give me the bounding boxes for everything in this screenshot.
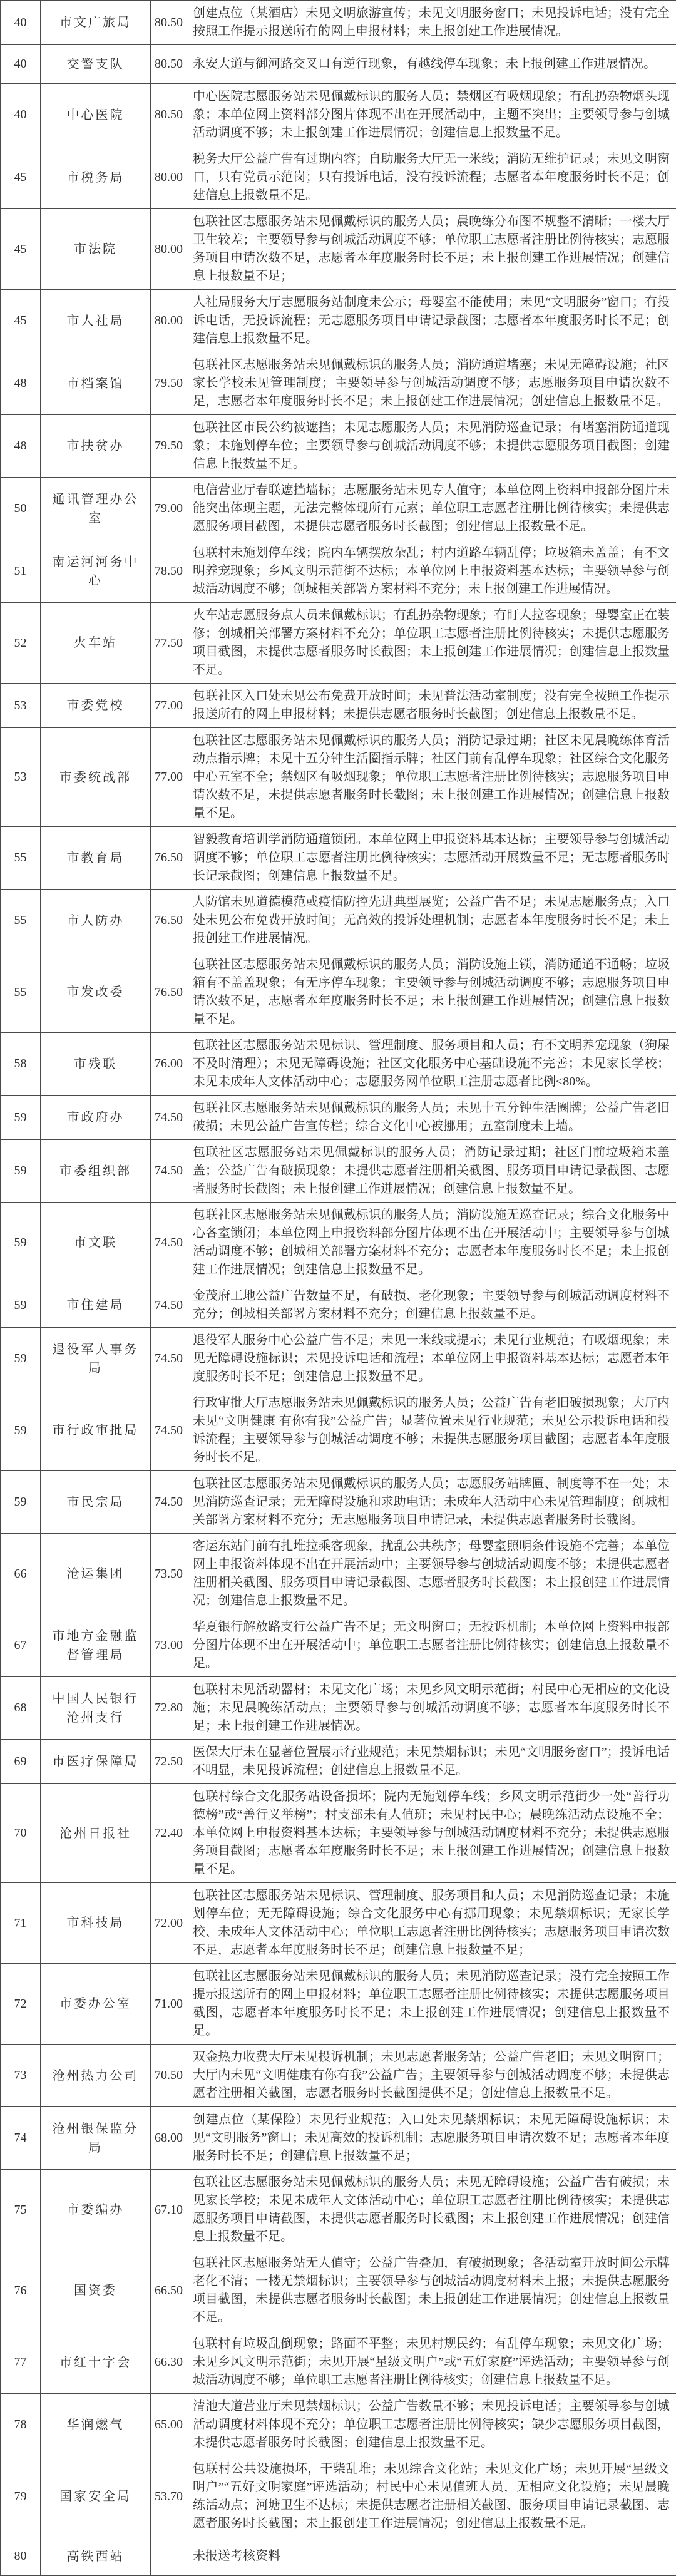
rank-cell: 55 — [1, 827, 41, 890]
table-row — [1, 1534, 676, 1614]
table-row — [1, 1033, 676, 1096]
rank-cell: 72 — [1, 1964, 41, 2045]
unit-name-cell: 中国人民银行沧州支行 — [41, 1677, 151, 1740]
rank-cell: 59 — [1, 1203, 41, 1283]
rank-cell: 53 — [1, 684, 41, 728]
issues-cell: 包联社区志愿服务站未见佩戴标识的服务人员；消防设施上锁，消防通道不通畅；垃圾箱有不盖盖现象；有无序停车现象；主要领导参与创城活动调度不够；志愿服务项目申请次数不足，志愿者本年度服务时长不足；未上报创建工作进展情况；创建信息上报数量不足。 — [187, 952, 676, 1033]
unit-name-cell: 市税务局 — [41, 146, 151, 209]
score-cell — [151, 2537, 187, 2576]
score-cell: 79.00 — [151, 478, 187, 540]
score-cell: 80.00 — [151, 146, 187, 209]
score-cell: 77.00 — [151, 728, 187, 827]
unit-name-cell: 国资委 — [41, 2250, 151, 2331]
rank-cell: 53 — [1, 728, 41, 827]
score-cell: 70.50 — [151, 2045, 187, 2107]
unit-name-cell: 华润燃气 — [41, 2394, 151, 2456]
unit-name-cell: 退役军人事务局 — [41, 1328, 151, 1390]
unit-name-cell: 市委统战部 — [41, 728, 151, 827]
table-row — [1, 1, 676, 45]
unit-name-cell: 市文联 — [41, 1203, 151, 1283]
rank-cell: 48 — [1, 415, 41, 478]
score-cell: 80.50 — [151, 45, 187, 84]
score-cell: 76.50 — [151, 827, 187, 890]
rank-cell: 55 — [1, 952, 41, 1033]
table-row — [1, 45, 676, 84]
score-cell: 78.50 — [151, 540, 187, 603]
table-row — [1, 290, 676, 352]
unit-name-cell: 市扶贫办 — [41, 415, 151, 478]
issues-cell: 电信营业厅春联遮挡墙标；志愿服务站未见专人值守；本单位网上资料申报部分图片未能突出体现主题，无法完整体现所有元素；单位职工志愿者注册比例待核实；未提供志愿服务项目截图，未提供志愿者服务时长截图；创建信息上报数量不足。 — [187, 478, 676, 540]
issues-cell: 包联社区志愿服务站未见佩戴标识的服务人员；未见无障碍设施；公益广告有破损；未见家长学校；未见未成年人文体活动中心；单位职工志愿者注册比例待核实；未提供志愿服务项目申请截图，未提供志愿者服务时长截图；未上报创建工作进展情况；创建信息上报数量不足。 — [187, 2170, 676, 2250]
unit-name-cell: 市科技局 — [41, 1883, 151, 1964]
rank-cell: 66 — [1, 1534, 41, 1614]
issues-cell: 退役军人服务中心公益广告不足；未见一米线或提示；未见行业规范；有吸烟现象；未见无障碍设施标识；未见投诉电话和流程；本单位网上申报资料基本达标；志愿者本年度服务时长不足；创建信息上报数量不足。 — [187, 1328, 676, 1390]
score-cell: 76.00 — [151, 1033, 187, 1096]
issues-cell: 包联社区志愿服务站未见佩戴标识的服务人员；消防通道堵塞；未见无障碍设施；社区家长学校未见管理制度；主要领导参与创城活动调度不够；志愿服务项目申请次数不足，志愿者本年度服务时长不足；未上报创建工作进展情况；创建信息上报数量不足。 — [187, 352, 676, 415]
score-cell: 72.40 — [151, 1784, 187, 1883]
score-cell: 76.50 — [151, 890, 187, 952]
unit-name-cell: 市住建局 — [41, 1283, 151, 1328]
issues-cell: 包联社区市民公约被遮挡；未见志愿服务人员；未见消防巡查记录；有堵塞消防通道现象；未施划停车位；主要领导参与创城活动调度不够；未提供志愿服务项目截图；创建信息上报数量不足。 — [187, 415, 676, 478]
issues-cell: 包联社区入口处未见公布免费开放时间；未见普法活动室制度；没有完全按照工作提示报送所有的网上申报材料；未提供志愿者服务时长截图；创建信息上报数量不足。 — [187, 684, 676, 728]
table-row — [1, 1883, 676, 1964]
unit-name-cell: 市委办公室 — [41, 1964, 151, 2045]
table-row — [1, 84, 676, 146]
issues-cell: 创建点位（某酒店）未见文明旅游宣传；未见文明服务窗口；未见投诉电话；没有完全按照工作提示报送所有的网上申报材料；未上报创建工作进展情况。 — [187, 1, 676, 45]
unit-name-cell: 市档案馆 — [41, 352, 151, 415]
table-row — [1, 1328, 676, 1390]
unit-name-cell: 高铁西站 — [41, 2537, 151, 2576]
rank-cell: 59 — [1, 1096, 41, 1140]
issues-cell: 包联社区志愿服务站未见佩戴标识的服务人员；消防记录过期；社区未见晨晚练体育活动点指示牌；未见十五分钟生活圈指示牌；社区门前有乱停车现象；社区综合文化服务中心五室不全；禁烟区有吸烟现象；单位职工志愿者注册比例待核实；志愿服务项目申请次数不足，未提供志愿者服务时长截图；未上报创建工作进展情况；创建信息上报数量不足。 — [187, 728, 676, 827]
table-row — [1, 603, 676, 684]
issues-cell: 金茂府工地公益广告数量不足，有破损、老化现象；主要领导参与创城活动调度材料不充分；创城相关部署方案材料不充分；创建信息上报数量不足。 — [187, 1283, 676, 1328]
table-row — [1, 2045, 676, 2107]
table-row — [1, 478, 676, 540]
table-row — [1, 728, 676, 827]
rank-cell: 40 — [1, 1, 41, 45]
unit-name-cell: 通讯管理办公室 — [41, 478, 151, 540]
rank-cell: 40 — [1, 45, 41, 84]
score-cell: 74.50 — [151, 1096, 187, 1140]
score-cell: 74.50 — [151, 1471, 187, 1534]
issues-cell: 税务大厅公益广告有过期内容；自助服务大厅无一米线；消防无维护记录；未见文明窗口，只有党员示范岗；只有投诉电话，没有投诉流程；志愿者本年度服务时长不足；创建信息上报数量不足。 — [187, 146, 676, 209]
unit-name-cell: 市人防办 — [41, 890, 151, 952]
score-cell: 80.50 — [151, 84, 187, 146]
unit-name-cell: 市发改委 — [41, 952, 151, 1033]
score-cell: 68.00 — [151, 2107, 187, 2170]
table-row — [1, 1390, 676, 1471]
unit-name-cell: 市人社局 — [41, 290, 151, 352]
rank-cell: 73 — [1, 2045, 41, 2107]
table-row — [1, 1283, 676, 1328]
table-row — [1, 2331, 676, 2394]
score-cell: 77.00 — [151, 684, 187, 728]
table-row — [1, 2394, 676, 2456]
score-cell: 73.00 — [151, 1614, 187, 1677]
ranking-table-body — [1, 1, 676, 2576]
unit-name-cell: 市委组织部 — [41, 1140, 151, 1203]
unit-name-cell: 市残联 — [41, 1033, 151, 1096]
issues-cell: 包联社区志愿服务站未见佩戴标识的服务人员；消防设施无巡查记录；综合文化服务中心各室锁闭；本单位网上申报资料部分图片体现不出在开展活动中；主要领导参与创城活动调度不够；创城相关部署方案材料不充分；志愿者本年度服务时长不足；未上报创建工作进展情况；创建信息上报数量不足。 — [187, 1203, 676, 1283]
table-row — [1, 2170, 676, 2250]
table-row — [1, 2250, 676, 2331]
rank-cell: 80 — [1, 2537, 41, 2576]
unit-name-cell: 沧运集团 — [41, 1534, 151, 1614]
issues-cell: 中心医院志愿服务站未见佩戴标识的服务人员；禁烟区有吸烟现象；有乱扔杂物烟头现象；本单位网上资料部分图片体现不出在开展活动中，主题不突出；主要领导参与创城活动调度不够；未上报创建工作进展情况；创建信息上报数量不足。 — [187, 84, 676, 146]
table-row — [1, 827, 676, 890]
score-cell: 72.00 — [151, 1883, 187, 1964]
score-cell: 71.00 — [151, 1964, 187, 2045]
unit-name-cell: 沧州日报社 — [41, 1784, 151, 1883]
unit-name-cell: 市委编办 — [41, 2170, 151, 2250]
issues-cell: 未报送考核资料 — [187, 2537, 676, 2576]
rank-cell: 75 — [1, 2170, 41, 2250]
issues-cell: 清池大道营业厅未见禁烟标识；公益广告数量不够；未见投诉电话；主要领导参与创城活动调度材料体现不充分；单位职工志愿者注册比例待核实；缺少志愿服务项目截图，未提供志愿者服务时长截图；创建信息上报数量不足。 — [187, 2394, 676, 2456]
table-row — [1, 540, 676, 603]
rank-cell: 45 — [1, 290, 41, 352]
unit-name-cell: 沧州银保监分局 — [41, 2107, 151, 2170]
issues-cell: 包联社区志愿服务站未见标识、管理制度、服务项目和人员；未见消防巡查记录；未施划停车位；无无障碍设施；综合文化服务中心有挪用现象；未见禁烟标识；无家长学校、未成年人文体活动中心；单位职工志愿者注册比例待核实；志愿服务项目申请次数不足，志愿者本年度服务时长不足；创建信息上报数量不足； — [187, 1883, 676, 1964]
rank-cell: 59 — [1, 1283, 41, 1328]
rank-cell: 71 — [1, 1883, 41, 1964]
issues-cell: 客运东站门前有扎堆拉乘客现象，扰乱公共秩序；母婴室照明条件设施不完善；本单位网上申报资料体现不出在开展活动中；主要领导参与创城活动调度不够；未提供志愿者注册相关截图、服务项目申请记录截图、志愿者服务时长截图；未上报创建工作进展情况；创建信息上报数量不足。 — [187, 1534, 676, 1614]
rank-cell: 79 — [1, 2456, 41, 2537]
table-row — [1, 415, 676, 478]
score-cell: 73.50 — [151, 1534, 187, 1614]
issues-cell: 火车站志愿服务点人员未佩戴标识；有乱扔杂物现象；有盯人拉客现象；母婴室正在装修；创城相关部署方案材料不充分；单位职工志愿者注册比例待核实；未提供志愿服务项目截图，未提供志愿者服务时长截图；未上报创建工作进展情况；创建信息上报数量不足。 — [187, 603, 676, 684]
rank-cell: 78 — [1, 2394, 41, 2456]
table-row — [1, 1614, 676, 1677]
unit-name-cell: 市行政审批局 — [41, 1390, 151, 1471]
unit-name-cell: 市法院 — [41, 209, 151, 290]
table-row — [1, 1096, 676, 1140]
rank-cell: 76 — [1, 2250, 41, 2331]
table-row — [1, 890, 676, 952]
unit-name-cell: 火车站 — [41, 603, 151, 684]
table-row — [1, 684, 676, 728]
rank-cell: 45 — [1, 209, 41, 290]
issues-cell: 人社局服务大厅志愿服务站制度未公示；母婴室不能使用；未见“文明服务”窗口；有投诉电话，无投诉流程；无志愿服务项目申请记录截图；志愿者本年度服务时长不足；创建信息上报数量不足。 — [187, 290, 676, 352]
issues-cell: 永安大道与御河路交叉口有逆行现象，有越线停车现象；未上报创建工作进展情况。 — [187, 45, 676, 84]
unit-name-cell: 南运河河务中心 — [41, 540, 151, 603]
issues-cell: 医保大厅未在显著位置展示行业规范；未见禁烟标识；未见“文明服务窗口”；投诉电话不明显，未见投诉流程；创建信息上报数量不足。 — [187, 1740, 676, 1784]
table-row — [1, 1677, 676, 1740]
rank-cell: 59 — [1, 1328, 41, 1390]
rank-cell: 59 — [1, 1140, 41, 1203]
issues-cell: 包联村未见活动器材；未见文化广场；未见乡风文明示范街；村民中心无相应的文化设施；未见晨晚练活动点；主要领导参与创城活动调度不够；志愿者本年度服务时长不足；未上报创建工作进展情况。 — [187, 1677, 676, 1740]
issues-cell: 包联村有垃圾乱倒现象；路面不平整；未见村规民约；有乱停车现象；未见文化广场；未见乡风文明示范街；未见开展“星级文明户”或“五好家庭”评选活动；主要领导参与创城活动调度不够；单位职工志愿者注册比例待核实；创建信息上报数量不足。 — [187, 2331, 676, 2394]
table-row — [1, 1740, 676, 1784]
issues-cell: 华夏银行解放路支行公益广告不足；无文明窗口；无投诉机制；本单位网上资料申报部分图片体现不出在开展活动中；单位职工志愿者注册比例待核实；创建信息上报数量不足。 — [187, 1614, 676, 1677]
rank-cell: 70 — [1, 1784, 41, 1883]
unit-name-cell: 市文广旅局 — [41, 1, 151, 45]
unit-name-cell: 市红十字会 — [41, 2331, 151, 2394]
score-cell: 74.50 — [151, 1203, 187, 1283]
rank-cell: 52 — [1, 603, 41, 684]
issues-cell: 包联社区志愿服务站无人值守；公益广告叠加，有破损现象；各活动室开放时间公示牌老化不清；一楼无禁烟标识；主要领导参与创城活动调度材料未上报；未提供志愿服务项目截图，未提供志愿者服务时长截图；未上报创建工作进展情况；创建信息上报数量不足。 — [187, 2250, 676, 2331]
table-row — [1, 952, 676, 1033]
table-row — [1, 1203, 676, 1283]
rank-cell: 59 — [1, 1390, 41, 1471]
issues-cell: 创建点位（某保险）未见行业规范；入口处未见禁烟标识；未见无障碍设施标识；未见“文明服务”窗口；未见高效的投诉机制；志愿服务项目申请次数不足；志愿者本年度服务时长不足；创建信息上报数量不足； — [187, 2107, 676, 2170]
issues-cell: 包联社区志愿服务站未见佩戴标识的服务人员；未见消防巡查记录；没有完全按照工作提示报送所有的网上申报材料；单位职工志愿者注册比例待核实；未提供志愿服务项目截图，志愿者本年度服务时长不足；未上报创建工作进展情况；创建信息上报数量不足。 — [187, 1964, 676, 2045]
rank-cell: 77 — [1, 2331, 41, 2394]
table-row — [1, 1140, 676, 1203]
score-cell: 80.00 — [151, 290, 187, 352]
table-row — [1, 2456, 676, 2537]
rank-cell: 45 — [1, 146, 41, 209]
issues-cell: 包联社区志愿服务站未见佩戴标识的服务人员；消防记录过期；社区门前垃圾箱未盖盖；公益广告有破损现象；未提供志愿者注册相关截图、服务项目申请记录截图、志愿者服务时长截图；未上报创建工作进展情况；创建信息上报数量不足。 — [187, 1140, 676, 1203]
score-cell: 53.70 — [151, 2456, 187, 2537]
score-cell: 77.50 — [151, 603, 187, 684]
score-cell: 79.50 — [151, 415, 187, 478]
issues-cell: 包联社区志愿服务站未见佩戴标识的服务人员；晨晚练分布图不规整不清晰；一楼大厅卫生较差；主要领导参与创城活动调度不够；单位职工志愿者注册比例待核实；志愿服务项目申请次数不足，志愿者本年度服务时长不足；未上报创建工作进展情况；创建信息上报数量不足； — [187, 209, 676, 290]
issues-cell: 包联村公共设施损坏，干柴乱堆；未见综合文化站；未见文化广场；未见开展“星级文明户”“五好文明家庭”评选活动；村民中心未见值班人员，无相应文化设施；未见晨晚练活动点；河塘卫生不达标；未提供志愿者注册相关截图、服务项目申请记录截图、志愿者服务时长截图；未上报创建工作进展情况；创建信息上报数量不足。 — [187, 2456, 676, 2537]
rank-cell: 40 — [1, 84, 41, 146]
score-cell: 76.50 — [151, 952, 187, 1033]
issues-cell: 行政审批大厅志愿服务站未见佩戴标识的服务人员；公益广告有老旧破损现象；大厅内未见“文明健康 有你有我”公益广告；显著位置未见行业规范；未见公示投诉电话和投诉流程；主要领导参与创城活动调度不够；未提供志愿服务项目截图；志愿者本年度服务时长不足。 — [187, 1390, 676, 1471]
rank-cell: 67 — [1, 1614, 41, 1677]
unit-name-cell: 市委党校 — [41, 684, 151, 728]
rank-cell: 74 — [1, 2107, 41, 2170]
score-cell: 67.10 — [151, 2170, 187, 2250]
score-cell: 74.50 — [151, 1390, 187, 1471]
rank-cell: 58 — [1, 1033, 41, 1096]
rank-cell: 48 — [1, 352, 41, 415]
unit-name-cell: 交警支队 — [41, 45, 151, 84]
issues-cell: 包联社区志愿服务站未见佩戴标识的服务人员；未见十五分钟生活圈牌；公益广告老旧破损；未见公益广告宣传栏；综合文化中心被挪用；五室制度未上墙。 — [187, 1096, 676, 1140]
table-row — [1, 146, 676, 209]
score-cell: 74.50 — [151, 1283, 187, 1328]
issues-cell: 智毅教育培训学消防通道锁闭。本单位网上申报资料基本达标；主要领导参与创城活动调度不够；单位职工志愿者注册比例待核实；志愿活动开展数量不足；无志愿者服务时长记录截图；创建信息上报数量不足。 — [187, 827, 676, 890]
rank-cell: 59 — [1, 1471, 41, 1534]
table-row — [1, 1471, 676, 1534]
table-row — [1, 209, 676, 290]
score-cell: 74.50 — [151, 1140, 187, 1203]
score-cell: 80.00 — [151, 209, 187, 290]
score-cell: 80.50 — [151, 1, 187, 45]
rank-cell: 69 — [1, 1740, 41, 1784]
issues-cell: 包联村综合文化服务站设备损坏；院内无施划停车线；乡风文明示范街少一处“善行功德榜”或“善行义举榜”；村支部未有人值班；未见村民中心；晨晚练活动点设施不全；本单位网上申报资料基本达标；主要领导参与创城活动调度材料不充分；未提供志愿服务项目截图；志愿者本年度服务时长不足；未上报创建工作进展情况；创建信息上报数量不足。 — [187, 1784, 676, 1883]
unit-name-cell: 沧州热力公司 — [41, 2045, 151, 2107]
score-cell: 72.80 — [151, 1677, 187, 1740]
rank-cell: 55 — [1, 890, 41, 952]
issues-cell: 包联社区志愿服务站未见标识、管理制度、服务项目和人员；有不文明养宠现象（狗屎不及时清理）；未见无障碍设施；社区文化服务中心基础设施不完善；未见家长学校；未见未成年人文体活动中心；志愿服务网单位职工注册志愿者比例<80%。 — [187, 1033, 676, 1096]
table-row — [1, 352, 676, 415]
unit-name-cell: 市教育局 — [41, 827, 151, 890]
table-row — [1, 1784, 676, 1883]
unit-name-cell: 中心医院 — [41, 84, 151, 146]
issues-cell: 包联社区志愿服务站未见佩戴标识的服务人员；志愿服务站牌匾、制度等不在一处；未见消防巡查记录；无无障碍设施和求助电话；未成年人活动中心未见管理制度；创城相关部署方案材料不充分；无志愿服务项目申请记录，未提供志愿者服务时长截图。 — [187, 1471, 676, 1534]
issues-cell: 包联村未施划停车线；院内车辆摆放杂乱；村内道路车辆乱停；垃圾箱未盖盖；有不文明养宠现象；乡风文明示范街不达标；本单位网上申报资料基本达标；主要领导参与创城活动调度不够；创城相关部署方案材料不充分；未上报创建工作进展情况。 — [187, 540, 676, 603]
unit-name-cell: 市地方金融监督管理局 — [41, 1614, 151, 1677]
table-row — [1, 1964, 676, 2045]
unit-name-cell: 市政府办 — [41, 1096, 151, 1140]
table-row — [1, 2537, 676, 2576]
unit-name-cell: 市医疗保障局 — [41, 1740, 151, 1784]
score-cell: 74.50 — [151, 1328, 187, 1390]
score-cell: 72.50 — [151, 1740, 187, 1784]
score-cell: 79.50 — [151, 352, 187, 415]
unit-name-cell: 市民宗局 — [41, 1471, 151, 1534]
score-cell: 65.00 — [151, 2394, 187, 2456]
rank-cell: 51 — [1, 540, 41, 603]
score-cell: 66.50 — [151, 2250, 187, 2331]
rank-cell: 50 — [1, 478, 41, 540]
table-row — [1, 2107, 676, 2170]
issues-cell: 人防馆未见道德模范或疫情防控先进典型展览；公益广告不足；未见志愿服务点；入口处未见公布免费开放时间；无高效的投诉处理机制；志愿者本年度服务时长不足；未上报创建工作进展情况。 — [187, 890, 676, 952]
unit-name-cell: 国家安全局 — [41, 2456, 151, 2537]
rank-cell: 68 — [1, 1677, 41, 1740]
score-cell: 66.30 — [151, 2331, 187, 2394]
issues-cell: 双金热力收费大厅未见投诉机制；未见志愿者服务站；公益广告老旧；未见文明窗口；大厅内未见“文明健康有你有我”公益广告；主要领导参与创城活动调度不够；未提供志愿者注册相关截图，志愿者服务时长截图提供不足；创建信息上报数量不足。 — [187, 2045, 676, 2107]
